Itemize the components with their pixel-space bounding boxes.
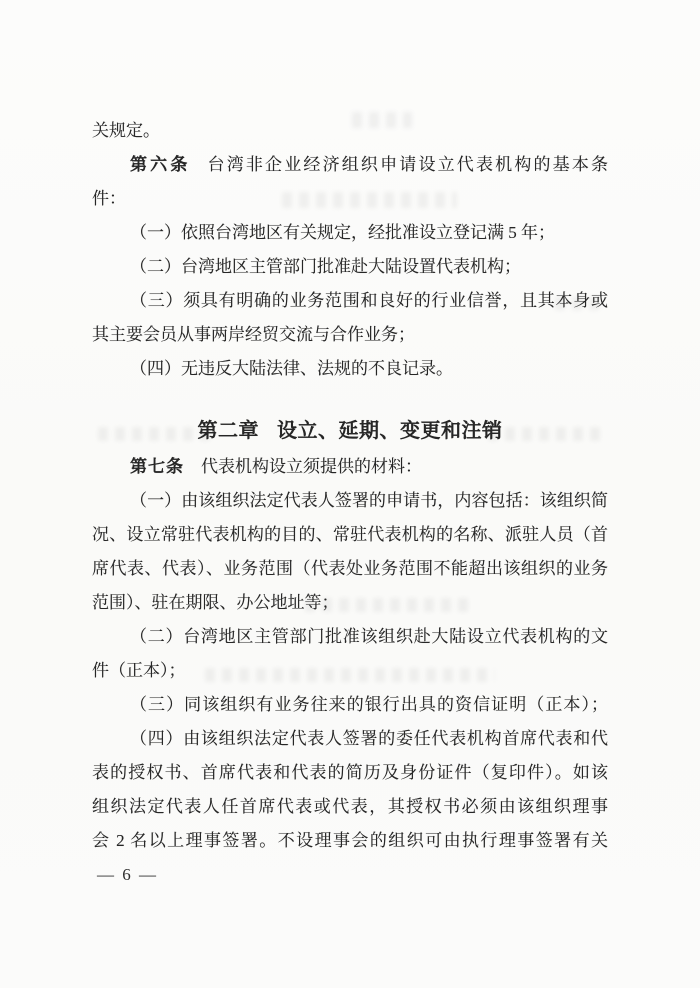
article-6-text: 台湾非企业经济组织申请设立代表机构的基本条 (207, 155, 609, 174)
text-line-continuation: 况、设立常驻代表机构的目的、常驻代表机构的名称、派驻人员（首 (92, 525, 608, 544)
chapter-2-title: 设立、延期、变更和注销 (277, 420, 503, 442)
item-2-line: （二）台湾地区主管部门批准该组织赴大陆设立代表机构的文 (130, 627, 608, 646)
item-2-line: （二）台湾地区主管部门批准赴大陆设置代表机构； (130, 257, 521, 276)
article-6-line (92, 148, 608, 182)
article-7-number: 第七条 (130, 457, 184, 476)
text-line-continuation: 其主要会员从事两岸经贸交流与合作业务； (92, 325, 415, 344)
item-3-line: （三）同该组织有业务往来的银行出具的资信证明（正本）； (130, 695, 608, 714)
item-4-line: （四）由该组织法定代表人签署的委任代表机构首席代表和代 (130, 729, 608, 748)
text-line-continuation: 会 2 名以上理事签署。不设理事会的组织可由执行理事签署有关 (92, 831, 608, 850)
text-line-continuation: 表的授权书、首席代表和代表的简历及身份证件（复印件）。如该 (92, 763, 608, 782)
text-line-continuation: 件： (92, 189, 126, 208)
article-7-line (92, 450, 608, 484)
article-6-number: 第六条 (130, 155, 191, 174)
article-7-text: 代表机构设立须提供的材料： (201, 457, 422, 476)
text-line-continuation: 席代表、代表）、业务范围（代表处业务范围不能超出该组织的业务 (92, 559, 608, 578)
item-3-line: （三）须具有明确的业务范围和良好的行业信誉，且其本身或 (130, 291, 608, 310)
item-1-line: （一）由该组织法定代表人签署的申请书，内容包括：该组织简 (130, 491, 608, 510)
text-line-continuation: 关规定。 (92, 121, 160, 140)
text-block (92, 114, 608, 892)
text-line-continuation: 组织法定代表人任首席代表或代表，其授权书必须由该组织理事 (92, 797, 608, 816)
chapter-2-heading (92, 412, 608, 450)
text-line-continuation: 件（正本）； (92, 661, 186, 680)
item-1-line: （一）依照台湾地区有关规定，经批准设立登记满 5 年； (130, 223, 555, 242)
page-number-footer: — 6 — (97, 865, 158, 884)
chapter-2-number: 第二章 (197, 420, 259, 442)
text-line-continuation: 范围）、驻在期限、办公地址等； (92, 593, 339, 612)
item-4-line: （四）无违反大陆法律、法规的不良记录。 (130, 359, 453, 378)
